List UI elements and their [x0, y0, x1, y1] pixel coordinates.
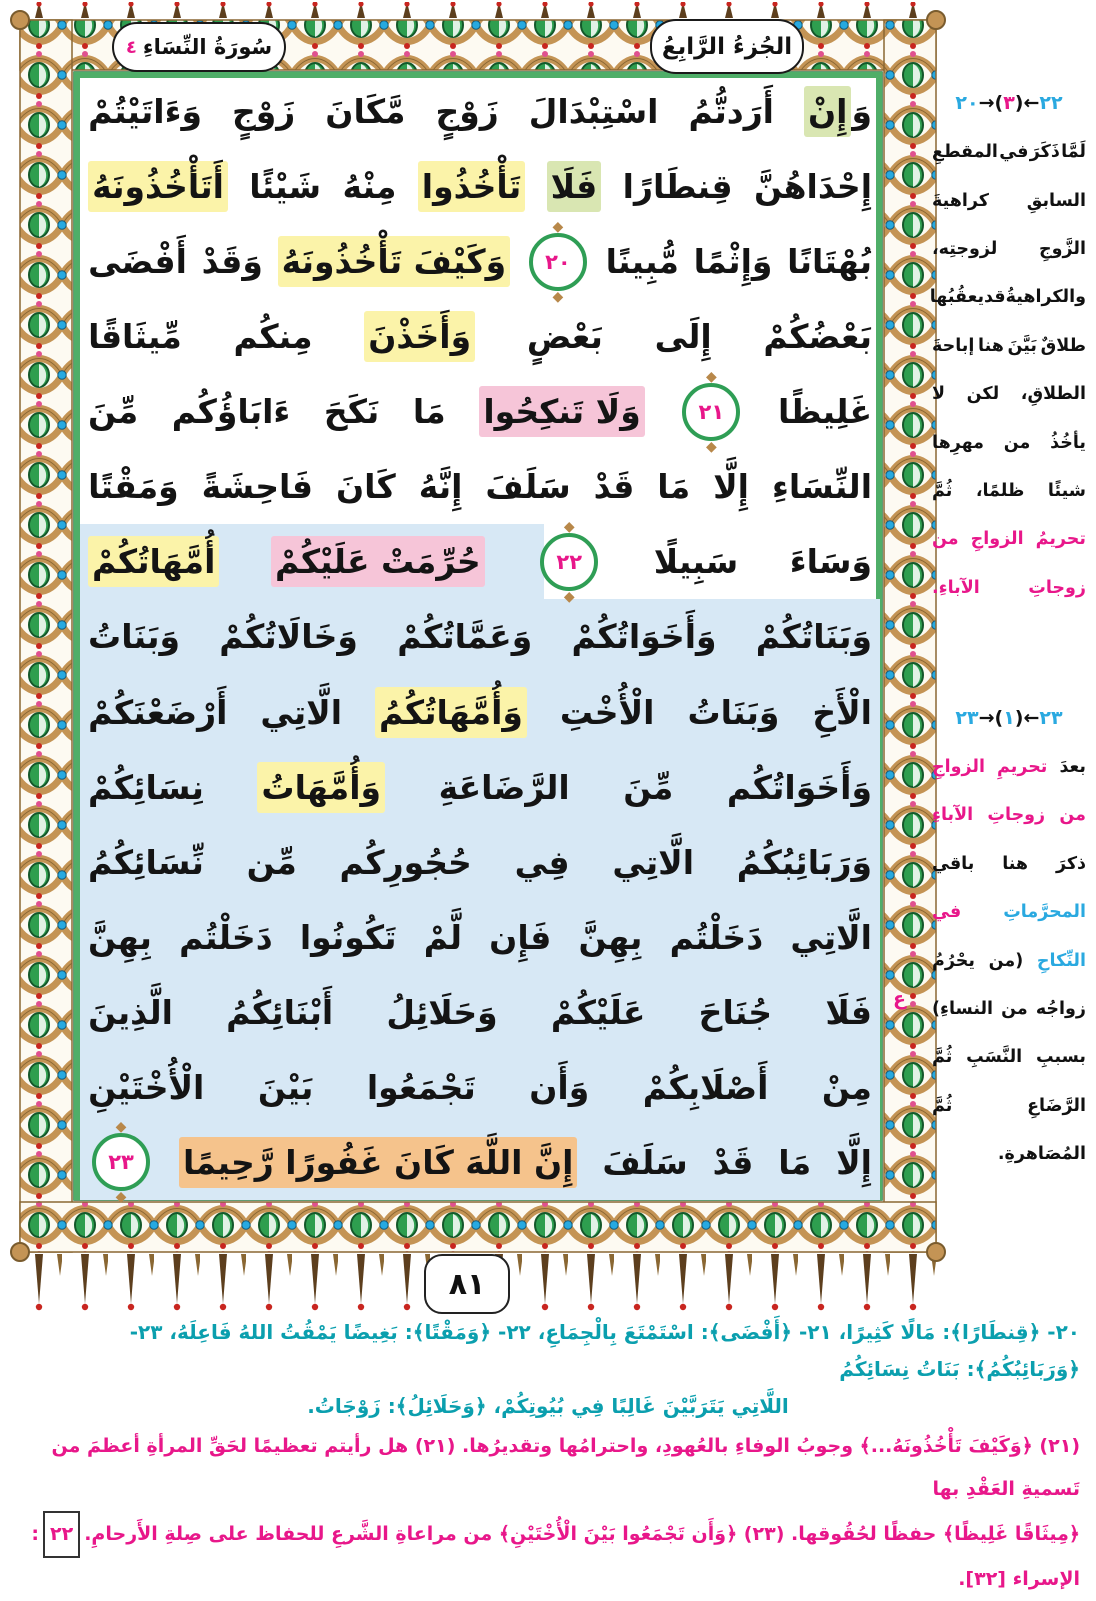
tafsir-line: [932, 418, 1086, 466]
word: دَخَلْتُم: [669, 917, 764, 957]
marker-part: ←: [1023, 92, 1040, 114]
word: المُصَاهرةِ.: [997, 1144, 1086, 1165]
marker-part: →: [978, 92, 995, 114]
word: بِهِنَّ: [578, 917, 643, 957]
footnote-line: [16, 1425, 1080, 1511]
tafsir-line: [932, 370, 1086, 418]
tafsir-line: [932, 791, 1086, 839]
word: حُجُورِكُم: [339, 842, 472, 882]
word: يعقُبُها: [929, 287, 985, 308]
word: بعدَ: [1059, 757, 1086, 778]
word: وَعَمَّاتُكُمْ: [397, 617, 533, 657]
quran-line: [80, 825, 880, 900]
page-number-badge: ٨١: [424, 1254, 510, 1314]
marker-part: ←: [1023, 706, 1040, 729]
word: الَّذِينَ: [88, 992, 173, 1032]
word: مِنْهُ: [342, 167, 397, 207]
word: مِنكُم: [233, 317, 313, 357]
quran-line: [80, 224, 880, 299]
word: ذَكَرَ: [1029, 142, 1060, 163]
word: زوجاتِ: [987, 805, 1046, 826]
word: سَلَفَ: [485, 467, 571, 507]
tafsir-line: [932, 888, 1086, 936]
footnote-line: [16, 1314, 1080, 1388]
verse-number: ◆ ٢١: [698, 399, 725, 424]
word: وَحَلَائِلُ: [386, 992, 498, 1032]
verse-number-medallion: [92, 1133, 150, 1191]
reference-box: ٢٢: [43, 1511, 80, 1558]
word: وَأَخَوَاتُكُم: [726, 767, 872, 807]
word: مهرِها: [932, 432, 984, 453]
word: ثُمَّ: [932, 1047, 953, 1068]
word: إباحةَ: [932, 335, 975, 356]
word: وَسَاءَ: [789, 542, 872, 582]
word: إِلَّا: [836, 1142, 872, 1182]
word: نِسَائِكُمْ: [88, 767, 204, 807]
juz-title-cartouche: [650, 19, 804, 74]
word: وَأَن: [529, 1067, 590, 1107]
word: تَجْمَعُوا: [366, 1067, 476, 1107]
footnotes: [16, 1314, 1080, 1601]
marker-part: ٢٣: [955, 706, 979, 729]
word: مِّيثَاقًا: [88, 317, 182, 357]
word: الزواجِ: [932, 757, 985, 778]
tafsir-line: [932, 322, 1086, 370]
word: وَأَخَوَاتُكُمْ: [571, 617, 717, 657]
footnote-text: اللَّاتِي يَتَرَبَّيْنَ غَالِبًا فِي بُيُوتِكُمْ، ﴿وَحَلَائِلُ﴾: زَوْجَاتُ.: [307, 1394, 789, 1418]
word: فَإِن: [489, 917, 552, 957]
quran-line: [80, 74, 880, 149]
word: ءَابَاؤُكُم: [171, 392, 291, 432]
word: تحريمُ: [1035, 529, 1086, 550]
tafsir-line: [932, 225, 1086, 273]
word: نِّسَائِكُمُ: [88, 842, 204, 882]
footnote-text: ٢٠- ﴿قِنطَارًا﴾: مَالًا كَثِيرًا، ٢١- ﴿أَفْضَى﴾: اسْتَمْتَعَ بِالْجِمَاعِ، ٢٢- ﴿وَمَقْتًا﴾: بَغِيضًا يَمْقُتُ اللهُ فَاعِلَهُ، ٢٣- ﴿وَرَبَائِبُكُمُ﴾: بَنَاتُ نِسَائِكُمُ: [129, 1320, 1080, 1381]
footnote-text: ﴿مِيثَاقًا غَلِيظًا﴾ حفظًا لحُقُوقها. (٢٣) ﴿وَأَن تَجْمَعُوا بَيْنَ الْأُخْتَيْنِ﴾ من مراعاةِ الشَّرعِ للحفاظ على صِلةِ الأَرحامِ.: [84, 1523, 1080, 1545]
word: بِهِنَّ: [88, 917, 152, 957]
quran-line: [80, 1125, 880, 1200]
quran-line: [80, 750, 880, 825]
word: ذكرَ: [1055, 853, 1086, 874]
word: زوجاتِ: [1028, 577, 1086, 598]
word: يأخُذُ: [1050, 432, 1086, 453]
tafsir-line: [929, 273, 1086, 321]
highlighted-phrase: حُرِّمَتْ عَلَيْكُمْ: [271, 536, 485, 587]
word: النِّسَاءِ: [771, 467, 872, 507]
word: والكراهيةُ: [1005, 287, 1086, 308]
word: وَبَنَاتُ: [88, 617, 180, 657]
word: ثُمَّ: [932, 1095, 953, 1116]
word: مِّنَ: [88, 392, 139, 432]
word: بَيَّنَ: [1007, 335, 1037, 356]
marker-part: ): [994, 92, 1004, 114]
word-group: [804, 86, 872, 137]
word: مِّن: [246, 842, 297, 882]
word: يحْرُمُ: [932, 950, 975, 971]
highlighted-phrase: إِنَّ اللَّهَ كَانَ غَفُورًا رَّحِيمًا: [179, 1137, 577, 1188]
highlighted-phrase: وَأَخَذْنَ: [364, 311, 475, 362]
word: هنا: [1002, 853, 1029, 874]
footnote-text: : الإسراء [٣٢].: [31, 1523, 1080, 1590]
quran-line: [80, 374, 880, 449]
word: الرَّضَاعَةِ: [438, 767, 570, 807]
word: هنا: [978, 335, 1004, 356]
tafsir-line: [932, 515, 1086, 563]
word: من: [1001, 999, 1028, 1020]
word: بَيْنَ: [257, 1067, 314, 1107]
word: لا: [932, 384, 946, 405]
tafsir-line: [932, 564, 1086, 612]
word: الْأُخْتِ: [559, 692, 655, 732]
word: النَّسَبِ: [966, 1047, 1023, 1068]
surah-title: سُورَةُ النِّسَاءِ: [142, 35, 273, 59]
word: اسْتِبْدَالَ: [528, 92, 659, 132]
word: مَّكَانَ: [325, 92, 406, 132]
verse-range-marker: [932, 707, 1086, 729]
word: (من: [988, 950, 1024, 971]
word: وَبَنَاتُ: [687, 692, 780, 732]
verse-range-marker: [932, 92, 1086, 114]
word: وَإِثْمًا: [693, 242, 773, 282]
word: وَ: [851, 92, 872, 132]
marker-part: →: [978, 706, 995, 729]
tafsir-line: [932, 128, 1086, 176]
quran-line: [80, 149, 880, 224]
word: الْأَخِ: [812, 692, 872, 732]
marker-part: ٣: [1003, 92, 1015, 114]
word: زواجُه: [1035, 999, 1086, 1020]
quran-text: [80, 74, 880, 1200]
word: باقي: [932, 853, 975, 874]
verse-number: ◆ ٢٢: [556, 549, 583, 574]
word: وَقَدْ: [201, 242, 263, 282]
quran-line: [80, 1050, 880, 1125]
tafsir-line: [932, 467, 1086, 515]
word: زَوْجٍ: [231, 92, 296, 132]
word: فَاحِشَةً: [201, 467, 313, 507]
quran-line: [80, 299, 880, 374]
word: وَءَاتَيْتُمْ: [88, 92, 202, 132]
word: لَمَّا: [1061, 142, 1086, 163]
word: إِلَّا: [713, 467, 749, 507]
marker-part: ٢٢: [1039, 92, 1063, 114]
word: زَوْجٍ: [435, 92, 499, 132]
footnote-line: [16, 1511, 1080, 1601]
tafsir-line: [932, 1082, 1086, 1130]
word: أَصْلَابِكُمْ: [642, 1067, 769, 1107]
word: عَلَيْكُمْ: [550, 992, 646, 1032]
word: الآباءِ: [932, 805, 974, 826]
word: أَفْضَى: [88, 242, 187, 282]
word: الرَّضَاعِ: [1027, 1095, 1086, 1116]
word: بُهْتَانًا: [787, 242, 872, 282]
word: الَّاتِي: [790, 917, 872, 957]
footnote-text: (٢١) ﴿وَكَيْفَ تَأْخُذُونَهُ...﴾ وجوبُ الوفاءِ بالعُهودِ، واحترامُها وتقديرُها. (٢١) هل رأيتم تعظيمًا لحَقِّ المرأةِ أعظمَ من تَسميةِ العَقْدِ بها: [51, 1435, 1080, 1500]
word: مَا: [412, 392, 446, 432]
tafsir-line: [932, 985, 1086, 1033]
word: المقطعِ: [932, 142, 998, 163]
marker-part: ٢٠: [955, 92, 979, 114]
word: أَرْضَعْنَكُمْ: [88, 692, 228, 732]
highlighted-phrase: وَأُمَّهَاتُكُمُ: [375, 687, 527, 738]
marker-part: ١: [1003, 706, 1015, 729]
word: إِحْدَاهُنَّ: [753, 167, 872, 207]
word: بَعْضٍ: [526, 317, 603, 357]
verse-number-medallion: [682, 383, 740, 441]
word: بسببِ: [1035, 1047, 1086, 1068]
word: قَدْ: [712, 1142, 754, 1182]
word: ثُمَّ: [932, 480, 953, 501]
highlighted-phrase: تَأْخُذُوا: [418, 161, 525, 212]
word: فَلَا: [825, 992, 872, 1032]
word: السابقِ: [1026, 190, 1086, 211]
word: سَبِيلًا: [653, 542, 739, 582]
word: شَيْئًا: [249, 167, 322, 207]
word: إِنَّهُ: [418, 467, 463, 507]
word: إِنْ: [804, 86, 851, 137]
word: وَبَنَاتُكُمْ: [755, 617, 872, 657]
quran-line: [80, 975, 880, 1050]
quran-line: [80, 900, 880, 975]
word: وَمَقْتًا: [88, 467, 179, 507]
marker-part: (: [1014, 706, 1024, 729]
word: مِنْ: [821, 1067, 872, 1107]
quran-line: [80, 599, 880, 674]
word: الطلاقِ،: [1020, 384, 1086, 405]
juz-title: الجُزءُ الرَّابِعُ: [661, 33, 793, 60]
highlighted-phrase: وَلَا تَنكِحُوا: [479, 386, 644, 437]
word: النساءِ): [932, 999, 994, 1020]
tafsir-line: [932, 936, 1086, 984]
word: المحرَّماتِ: [1003, 902, 1086, 923]
tafsir-line: [932, 743, 1086, 791]
word: فِي: [514, 842, 570, 882]
verse-number: ◆ ٢٠: [545, 249, 571, 274]
word: مَا: [778, 1142, 812, 1182]
tafsir-sidebar: [929, 92, 1086, 1178]
tafsir-line: [932, 1130, 1086, 1178]
word: مَا: [657, 467, 691, 507]
word: تَكُونُوا: [299, 917, 397, 957]
word: في: [932, 902, 962, 923]
word: كراهيةَ: [932, 190, 989, 211]
word: لَّمْ: [423, 917, 462, 957]
word: تحريمِ: [997, 757, 1048, 778]
word: ظلمًا،: [975, 480, 1025, 501]
footnote-line: [16, 1388, 1080, 1425]
word: نَكَحَ: [323, 392, 380, 432]
word: الَّاتِي: [260, 692, 343, 732]
word: الآباءِ.: [932, 577, 980, 598]
word: الزَّوجِ: [1039, 238, 1086, 259]
word: مُّبِينًا: [605, 242, 679, 282]
word: بَعْضُكُمْ: [763, 317, 872, 357]
surah-title-cartouche: [112, 22, 286, 72]
word: قَدْ: [593, 467, 635, 507]
word: مِّنَ: [623, 767, 674, 807]
word: لكن: [966, 384, 1000, 405]
verse-number: ◆ ٢٣: [108, 1150, 134, 1175]
word: أَبْنَائِكُمُ: [226, 992, 334, 1032]
marker-part: ٢٣: [1039, 706, 1063, 729]
word: جُنَاحَ: [698, 992, 773, 1032]
word: إِلَى: [654, 317, 712, 357]
word: كَانَ: [335, 467, 396, 507]
word: سَلَفَ: [602, 1142, 688, 1182]
tafsir-line: [932, 1033, 1086, 1081]
tafsir-line: [932, 840, 1086, 888]
word: الَّاتِي: [612, 842, 695, 882]
word: أَرَدتُّمُ: [688, 92, 774, 132]
word: وَخَالَاتُكُمْ: [219, 617, 358, 657]
quran-line: [80, 449, 880, 524]
word: وَرَبَائِبُكُمُ: [736, 842, 872, 882]
quran-line: [80, 675, 880, 750]
highlighted-phrase: أُمَّهَاتُكُمْ: [88, 536, 219, 587]
word: من: [1059, 805, 1086, 826]
word: الزواجِ: [970, 529, 1024, 550]
word: قد: [984, 287, 1006, 308]
surah-number: ٤: [125, 36, 137, 58]
word: الْأُخْتَيْنِ: [88, 1067, 205, 1107]
marker-part: ): [994, 706, 1004, 729]
verse-number-medallion: [529, 233, 587, 291]
word: غَلِيظًا: [777, 392, 872, 432]
quran-line: [80, 524, 880, 599]
word: قِنطَارًا: [622, 167, 733, 207]
word: لزوجتِه،: [932, 238, 998, 259]
word: شيئًا: [1047, 480, 1086, 501]
word: من: [932, 529, 959, 550]
word: النِّكاحِ: [1036, 950, 1086, 971]
word: من: [1003, 432, 1031, 453]
word: دَخَلْتُم: [179, 917, 273, 957]
word: طلاقٌ: [1040, 335, 1086, 356]
highlighted-phrase: أَتَأْخُذُونَهُ: [88, 161, 228, 212]
word: في: [999, 142, 1029, 163]
tafsir-line: [932, 176, 1086, 224]
verse-number-medallion: [540, 533, 598, 591]
highlighted-phrase: وَأُمَّهَاتُ: [257, 762, 385, 813]
highlighted-phrase: فَلَا: [547, 161, 602, 212]
highlighted-phrase: وَكَيْفَ تَأْخُذُونَهُ: [278, 236, 511, 287]
rub-margin-mark: ع: [893, 988, 906, 1010]
marker-part: (: [1014, 92, 1024, 114]
